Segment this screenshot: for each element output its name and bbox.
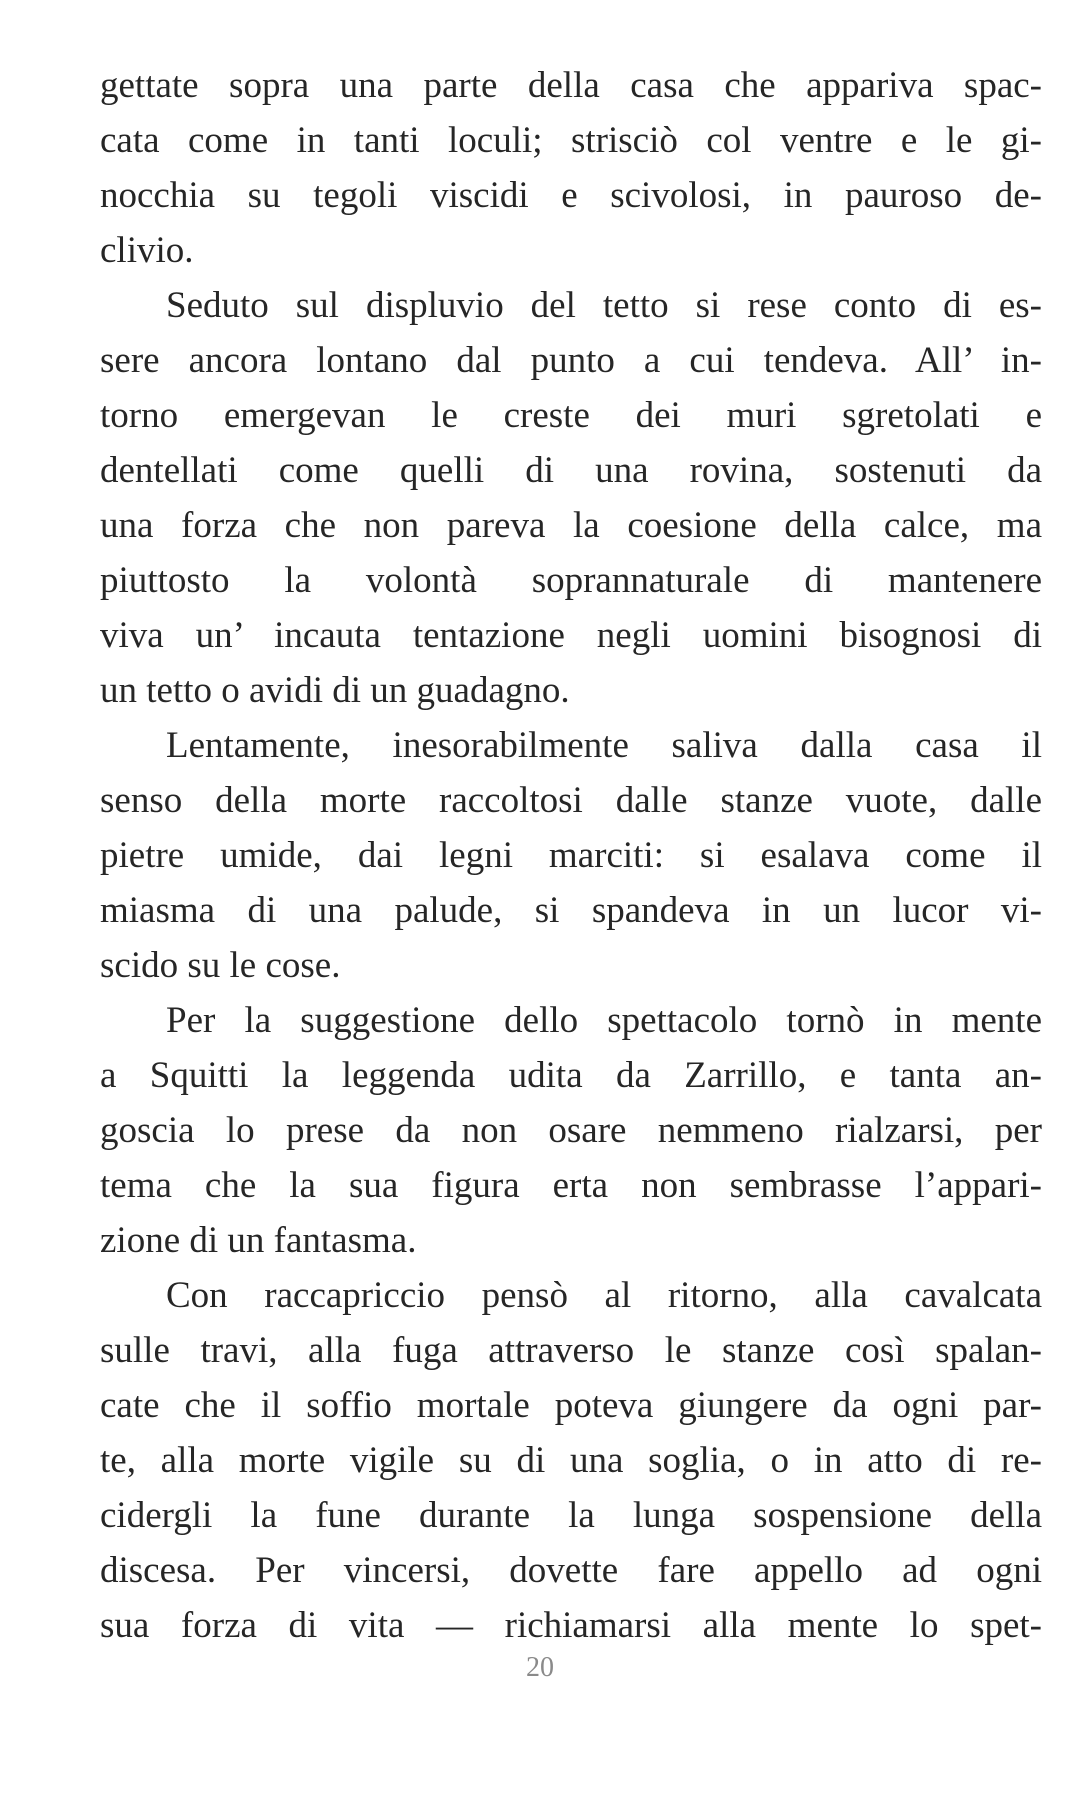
paragraph-2 <box>100 278 1042 718</box>
text-line: torno emergevan le creste dei muri sgretolati e <box>100 395 1042 436</box>
text-line: miasma di una palude, si spandeva in un lucor vi- <box>100 890 1042 931</box>
text-line: sulle travi, alla fuga attraverso le stanze così spalan- <box>100 1330 1042 1371</box>
text-line: sere ancora lontano dal punto a cui tendeva. All’ in- <box>100 340 1042 381</box>
text-line: senso della morte raccoltosi dalle stanze vuote, dalle <box>100 780 1042 821</box>
text-line: piuttosto la volontà soprannaturale di mantenere <box>100 560 1042 601</box>
text-line: pietre umide, dai legni marciti: si esalava come il <box>100 835 1042 876</box>
text-line: scido su le cose. <box>100 945 341 986</box>
text-line: Con raccapriccio pensò al ritorno, alla cavalcata <box>166 1275 1042 1316</box>
text-line: un tetto o avidi di un guadagno. <box>100 670 570 711</box>
text-line: clivio. <box>100 230 194 271</box>
page-number: 20 <box>526 1652 554 1683</box>
paragraph-1 <box>100 58 1042 278</box>
text-line: tema che la sua figura erta non sembrasse l’appari- <box>100 1165 1042 1206</box>
text-line: nocchia su tegoli viscidi e scivolosi, in pauroso de- <box>100 175 1042 216</box>
text-line: viva un’ incauta tentazione negli uomini bisognosi di <box>100 615 1042 656</box>
paragraph-3 <box>100 718 1042 993</box>
text-line: gettate sopra una parte della casa che appariva spac- <box>100 65 1042 106</box>
text-line: zione di un fantasma. <box>100 1220 417 1261</box>
text-line: una forza che non pareva la coesione della calce, ma <box>100 505 1042 546</box>
text-line: cidergli la fune durante la lunga sospensione della <box>100 1495 1042 1536</box>
text-line: Per la suggestione dello spettacolo tornò in mente <box>166 1000 1042 1041</box>
text-line: te, alla morte vigile su di una soglia, o in atto di re- <box>100 1440 1042 1481</box>
text-line: Seduto sul displuvio del tetto si rese conto di es- <box>166 285 1042 326</box>
text-line: dentellati come quelli di una rovina, sostenuti da <box>100 450 1042 491</box>
paragraph-5 <box>100 1268 1042 1653</box>
text-line: cata come in tanti loculi; strisciò col ventre e le gi- <box>100 120 1042 161</box>
text-line: discesa. Per vincersi, dovette fare appello ad ogni <box>100 1550 1042 1591</box>
text-line: cate che il soffio mortale poteva giungere da ogni par- <box>100 1385 1042 1426</box>
text-line: a Squitti la leggenda udita da Zarrillo, e tanta an- <box>100 1055 1042 1096</box>
paragraph-4 <box>100 993 1042 1268</box>
text-line: sua forza di vita — richiamarsi alla mente lo spet- <box>100 1605 1042 1646</box>
text-line: Lentamente, inesorabilmente saliva dalla casa il <box>166 725 1042 766</box>
text-line: goscia lo prese da non osare nemmeno rialzarsi, per <box>100 1110 1042 1151</box>
body-text <box>100 58 1042 1653</box>
